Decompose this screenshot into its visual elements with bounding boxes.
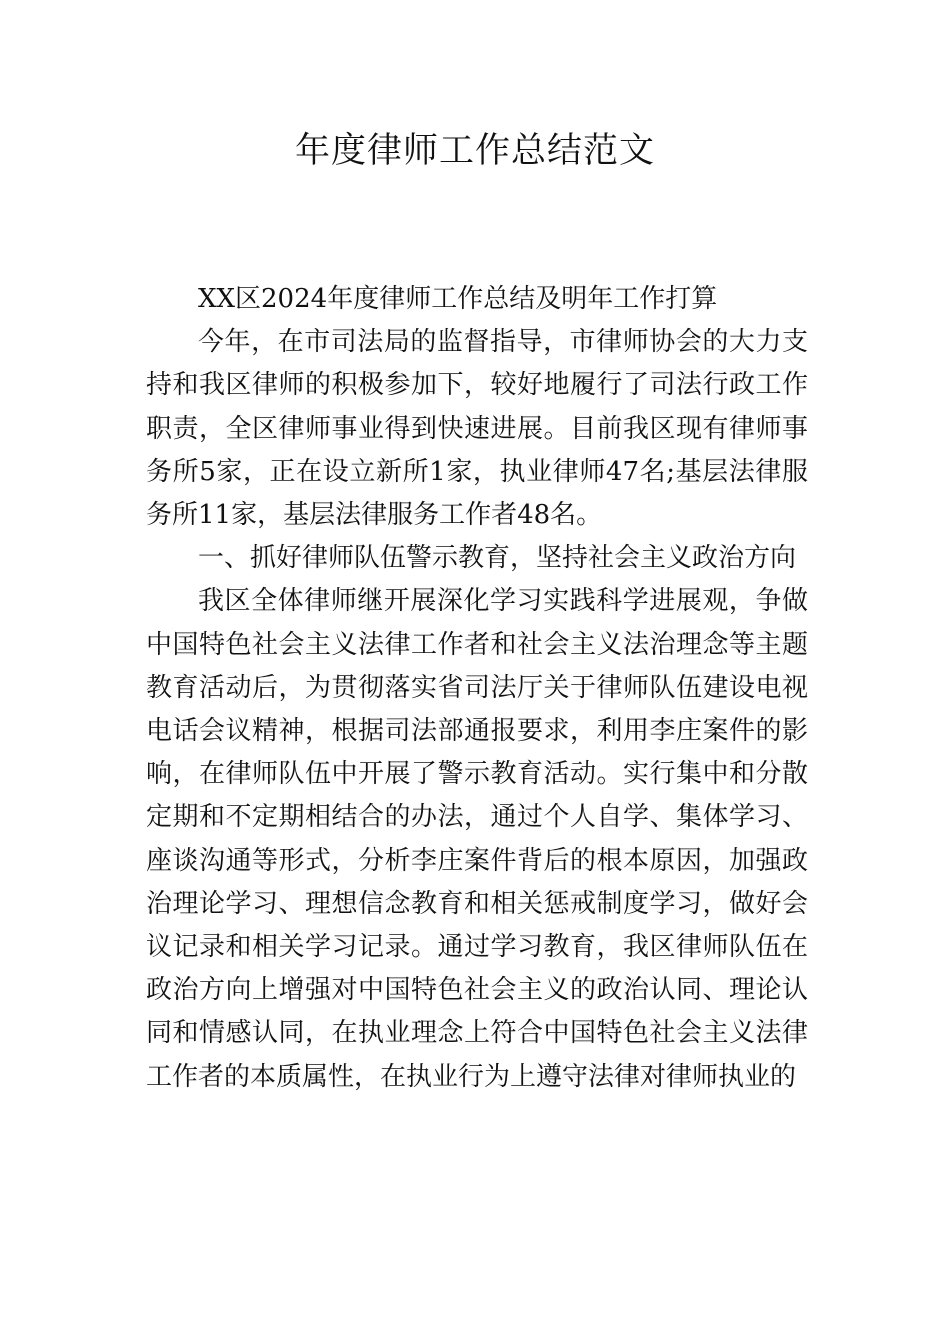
paragraph-intro: 今年，在市司法局的监督指导，市律师协会的大力支持和我区律师的积极参加下，较好地履行了司法行政工作职责，全区律师事业得到快速进展。目前我区现有律师事务所5家，正在设立新所1家，执业律师47名;基层法律服务所11家，基层法律服务工作者48名。 [146, 327, 808, 531]
paragraph-section-body: 我区全体律师继开展深化学习实践科学进展观，争做中国特色社会主义法律工作者和社会主义法治理念等主题教育活动后，为贯彻落实省司法厅关于律师队伍建设电视电话会议精神，根据司法部通报要求，利用李庄案件的影响，在律师队伍中开展了警示教育活动。实行集中和分散定期和不定期相结合的办法，通过个人自学、集体学习、座谈沟通等形式，分析李庄案件背后的根本原因，加强政治理论学习、理想信念教育和相关惩戒制度学习，做好会议记录和相关学习记录。通过学习教育，我区律师队伍在政治方向上增强对中国特色社会主义的政治认同、理论认同和情感认同，在执业理念上符合中国特色社会主义法律工作者的本质属性，在执业行为上遵守法律对律师执业的 [146, 586, 808, 1092]
section-heading: 一、抓好律师队伍警示教育，坚持社会主义政治方向 [198, 543, 797, 574]
document-title: 年度律师工作总结范文 [294, 131, 655, 171]
paragraph-subtitle: XX区2024年度律师工作总结及明年工作打算 [198, 284, 718, 314]
document-body [146, 278, 808, 1099]
